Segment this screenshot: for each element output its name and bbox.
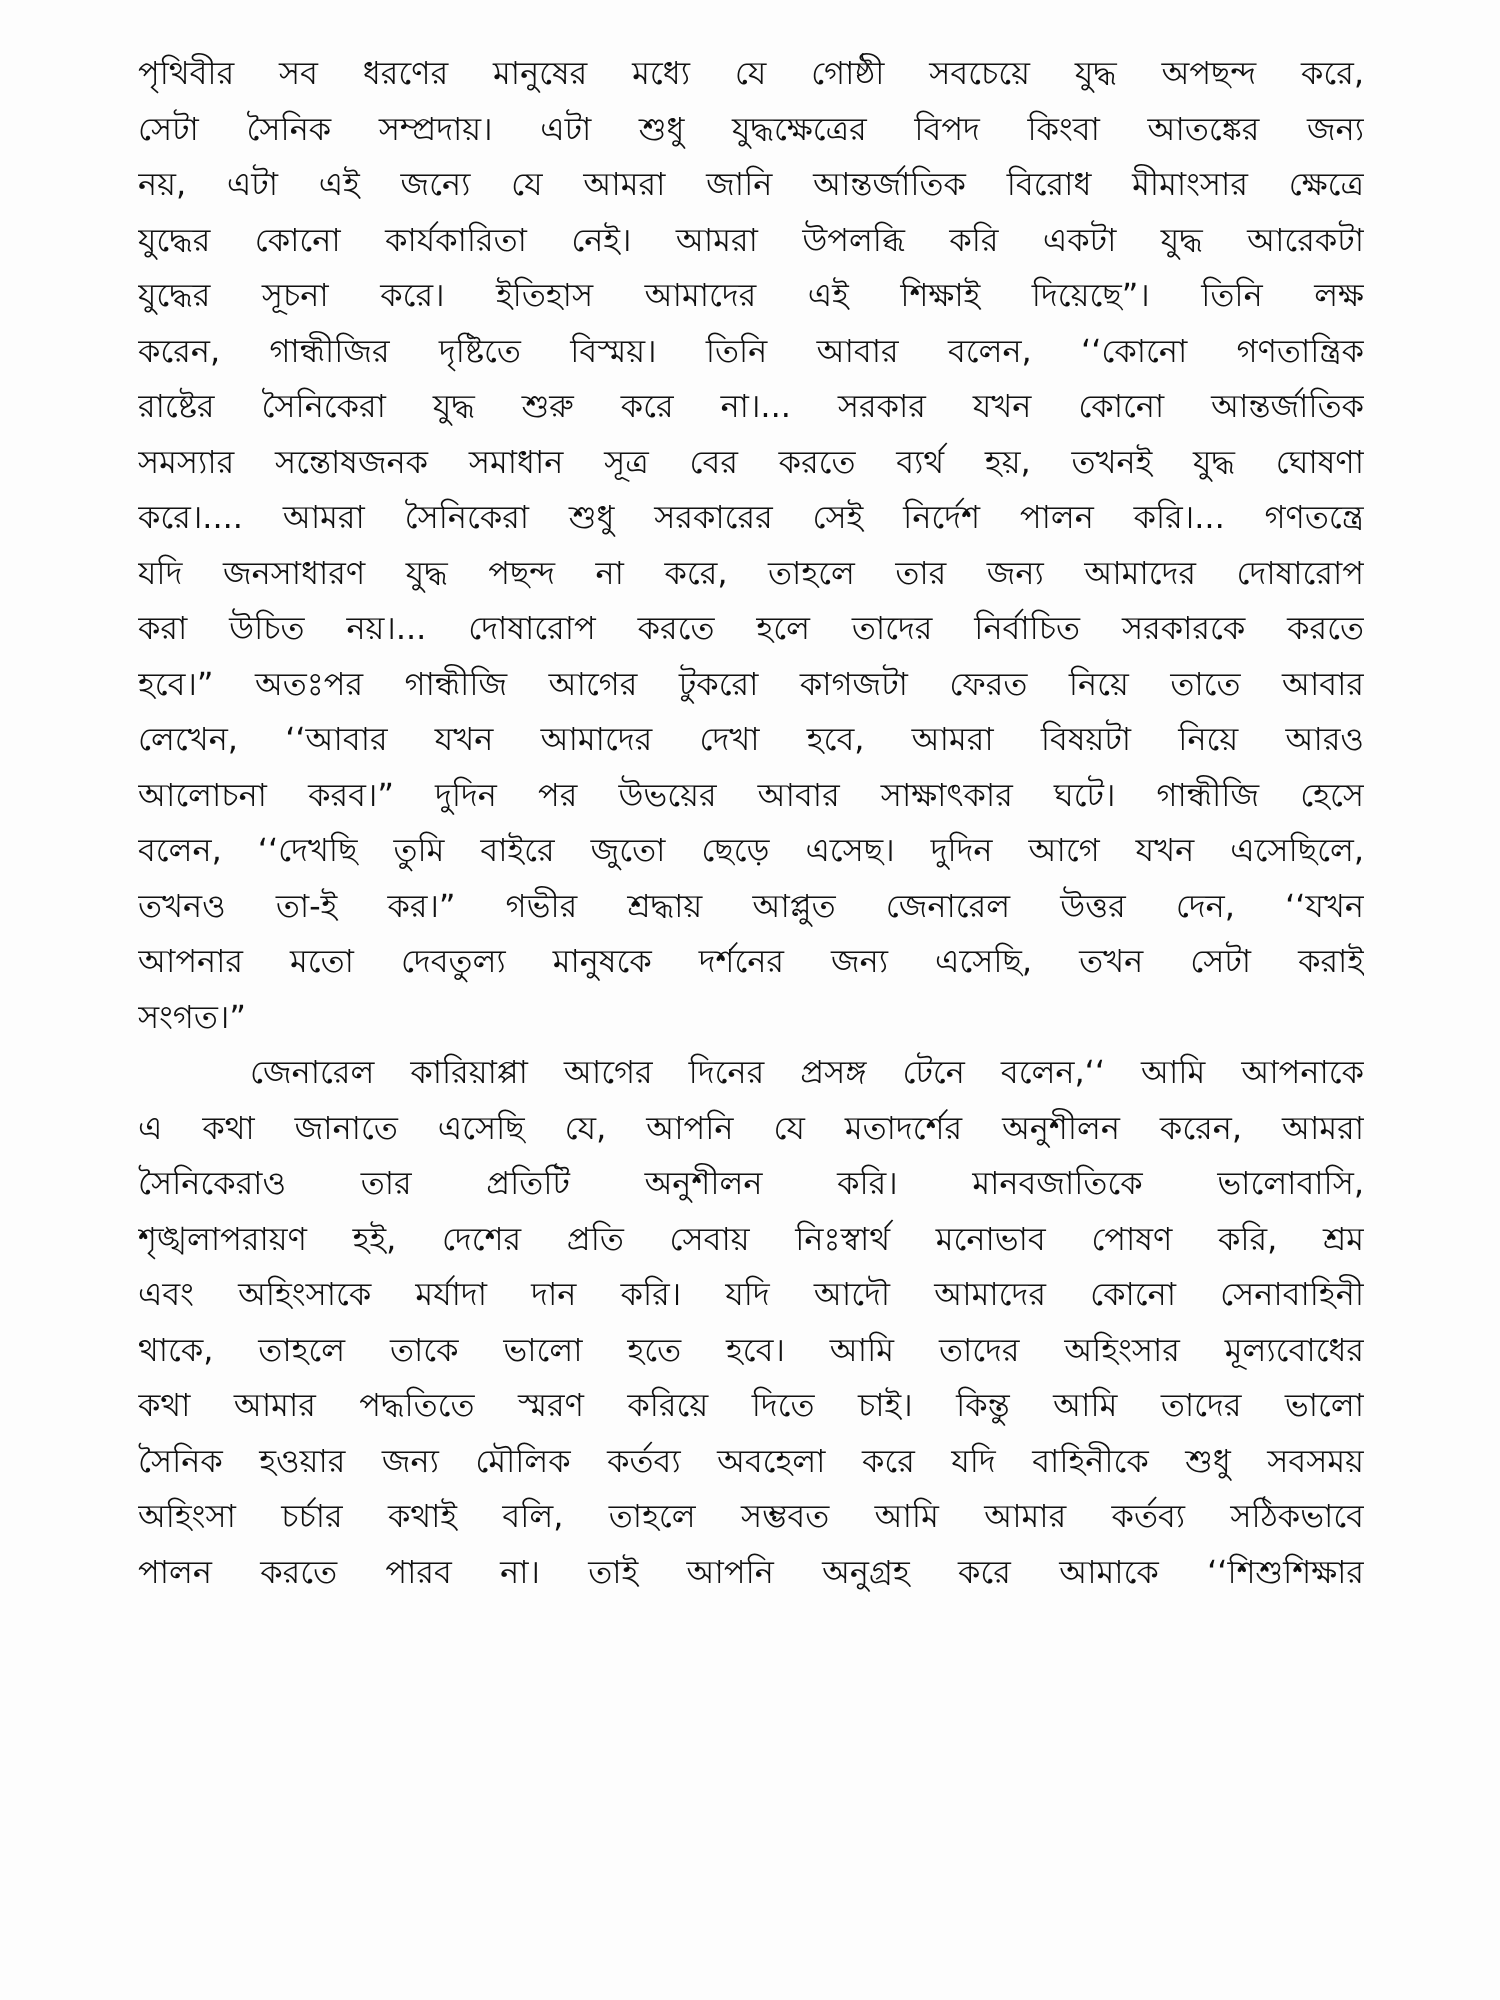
text-line: অহিংসা চর্চার কথাই বলি, তাহলে সম্ভবত আমি আমার কর্তব্য সঠিকভাবে <box>138 1497 1364 1535</box>
body-text <box>138 46 1364 1600</box>
text-line: এ কথা জানাতে এসেছি যে, আপনি যে মতাদর্শের অনুশীলন করেন, আমরা <box>138 1108 1364 1147</box>
text-line: রাষ্টের সৈনিকেরা যুদ্ধ শুরু করে না।... সরকার যখন কোনো আন্তর্জাতিক <box>138 387 1364 425</box>
text-line: সৈনিক হওয়ার জন্য মৌলিক কর্তব্য অবহেলা করে যদি বাহিনীকে শুধু সবসময় <box>138 1441 1364 1480</box>
text-line: সৈনিকেরাও তার প্রতিটি অনুশীলন করি। মানবজাতিকে ভালোবাসি, <box>138 1164 1364 1202</box>
paragraph-1 <box>138 46 1364 1045</box>
text-line: সমস্যার সন্তোষজনক সমাধান সূত্র বের করতে ব্যর্থ হয়, তখনই যুদ্ধ ঘোষণা <box>138 442 1364 481</box>
text-line: আপনার মতো দেবতুল্য মানুষকে দর্শনের জন্য এসেছি, তখন সেটা করাই <box>138 942 1364 980</box>
text-line: যদি জনসাধারণ যুদ্ধ পছন্দ না করে, তাহলে তার জন্য আমাদের দোষারোপ <box>138 553 1364 592</box>
text-line: করেন, গান্ধীজির দৃষ্টিতে বিস্ময়। তিনি আবার বলেন, ‘‘কোনো গণতান্ত্রিক <box>138 331 1364 370</box>
text-line: জেনারেল কারিয়াপ্পা আগের দিনের প্রসঙ্গ টেনে বলেন,‘‘ আমি আপনাকে <box>250 1053 1364 1091</box>
text-line: সেটা সৈনিক সম্প্রদায়। এটা শুধু যুদ্ধক্ষেত্রের বিপদ কিংবা আতঙ্কের জন্য <box>138 109 1364 148</box>
text-line: এবং অহিংসাকে মর্যাদা দান করি। যদি আদৌ আমাদের কোনো সেনাবাহিনী <box>138 1275 1364 1313</box>
text-line: থাকে, তাহলে তাকে ভালো হতে হবে। আমি তাদের অহিংসার মূল্যবোধের <box>138 1330 1364 1369</box>
text-line: আলোচনা করব।” দুদিন পর উভয়ের আবার সাক্ষাৎকার ঘটে। গান্ধীজি হেসে <box>138 775 1364 814</box>
text-line: করা উচিত নয়।... দোষারোপ করতে হলে তাদের নির্বাচিত সরকারকে করতে <box>138 609 1364 647</box>
text-line: হবে।” অতঃপর গান্ধীজি আগের টুকরো কাগজটা ফেরত নিয়ে তাতে আবার <box>138 664 1364 703</box>
text-line: নয়, এটা এই জন্যে যে আমরা জানি আন্তর্জাতিক বিরোধ মীমাংসার ক্ষেত্রে <box>138 165 1364 203</box>
text-line: সংগত।” <box>138 997 246 1036</box>
text-line: করে।.... আমরা সৈনিকেরা শুধু সরকারের সেই নির্দেশ পালন করি।... গণতন্ত্রে <box>138 498 1364 536</box>
text-line: লেখেন, ‘‘আবার যখন আমাদের দেখা হবে, আমরা বিষয়টা নিয়ে আরও <box>138 720 1364 758</box>
text-line: যুদ্ধের কোনো কার্যকারিতা নেই। আমরা উপলব্ধি করি একটা যুদ্ধ আরেকটা <box>138 220 1364 259</box>
text-line: শৃঙ্খলাপরায়ণ হই, দেশের প্রতি সেবায় নিঃস্বার্থ মনোভাব পোষণ করি, শ্রম <box>138 1219 1364 1258</box>
text-line: তখনও তা-ই কর।” গভীর শ্রদ্ধায় আপ্লুত জেনারেল উত্তর দেন, ‘‘যখন <box>138 886 1364 925</box>
text-line: পৃথিবীর সব ধরণের মানুষের মধ্যে যে গোষ্ঠী সবচেয়ে যুদ্ধ অপছন্দ করে, <box>138 54 1364 92</box>
paragraph-2 <box>138 1045 1364 1600</box>
text-line: কথা আমার পদ্ধতিতে স্মরণ করিয়ে দিতে চাই। কিন্তু আমি তাদের ভালো <box>138 1386 1364 1424</box>
text-line: যুদ্ধের সূচনা করে। ইতিহাস আমাদের এই শিক্ষাই দিয়েছে”। তিনি লক্ষ <box>138 276 1364 314</box>
text-line: পালন করতে পারব না। তাই আপনি অনুগ্রহ করে আমাকে ‘‘শিশুশিক্ষার <box>138 1552 1364 1591</box>
text-line: বলেন, ‘‘দেখছি তুমি বাইরে জুতো ছেড়ে এসেছ। দুদিন আগে যখন এসেছিলে, <box>138 831 1364 869</box>
